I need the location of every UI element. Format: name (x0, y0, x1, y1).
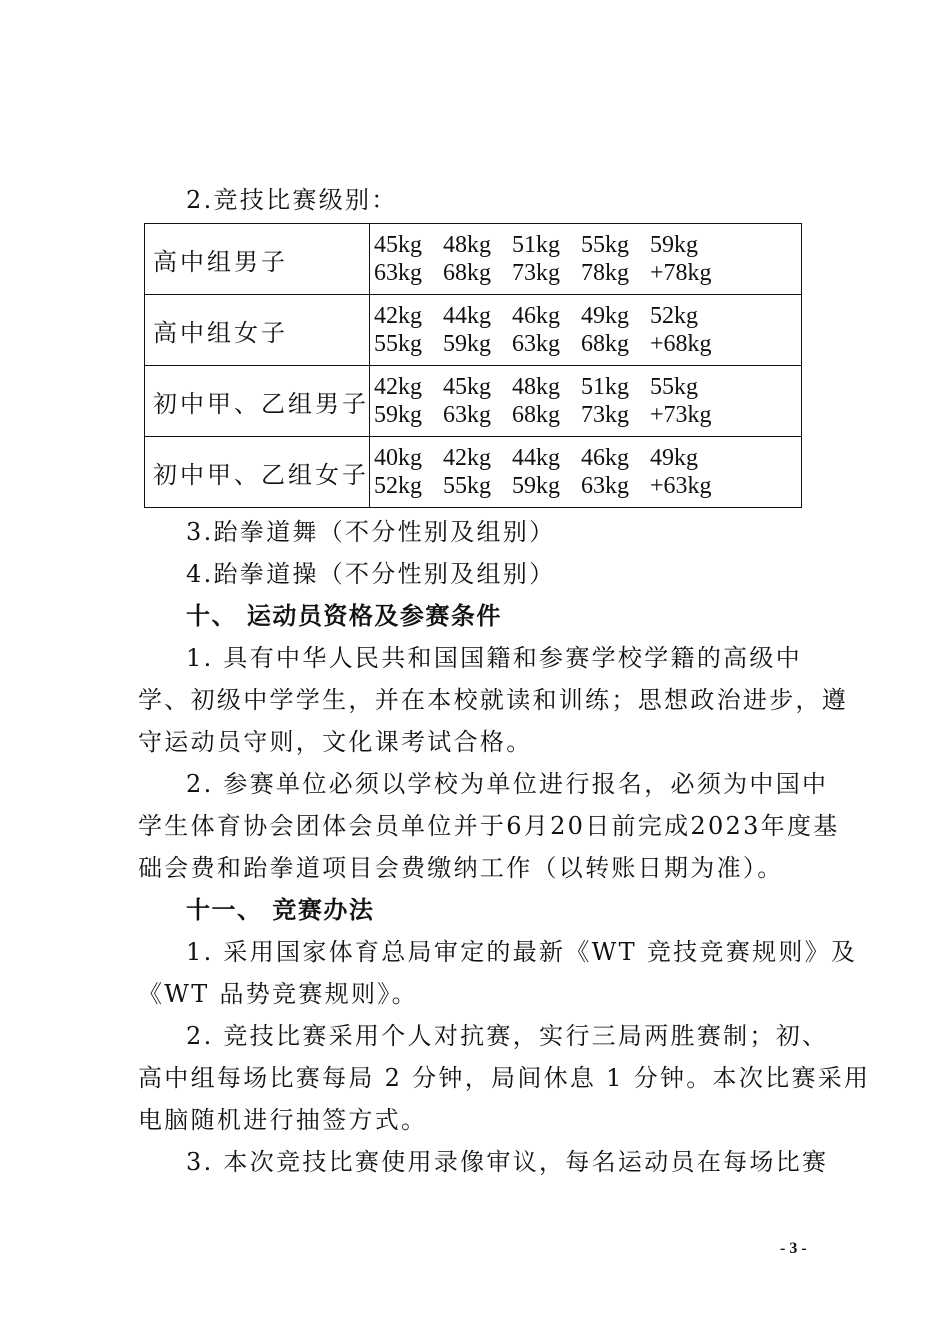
paragraph-line: 础会费和跆拳道项目会费缴纳工作（以转账日期为准）。 (138, 854, 784, 882)
item-taekwondo-dance: 3.跆拳道舞（不分性别及组别） (186, 518, 556, 546)
weight-class: 55kg (443, 473, 491, 499)
weight-values-line (374, 373, 801, 401)
paragraph-line: 1. 具有中华人民共和国国籍和参赛学校学籍的高级中 (186, 644, 803, 672)
weight-class: 52kg (650, 303, 698, 329)
group-name-cell: 初中甲、乙组男子 (145, 366, 370, 437)
weight-values-line (374, 231, 801, 259)
paragraph-line: 守运动员守则，文化课考试合格。 (138, 728, 533, 756)
paragraph-line: 学生体育协会团体会员单位并于6月20日前完成2023年度基 (138, 812, 840, 840)
weight-class: 42kg (443, 445, 491, 471)
weight-class: 55kg (581, 232, 629, 258)
weight-class: 45kg (374, 232, 422, 258)
weight-class: 63kg (443, 402, 491, 428)
weight-class: 68kg (443, 260, 491, 286)
paragraph-line: 1. 采用国家体育总局审定的最新《WT 竞技竞赛规则》及 (186, 938, 858, 966)
weight-class: +73kg (650, 402, 712, 428)
weight-table-row (145, 366, 802, 437)
paragraph-line: 高中组每场比赛每局 2 分钟，局间休息 1 分钟。本次比赛采用 (138, 1064, 871, 1092)
weight-class: 63kg (581, 473, 629, 499)
paragraph-line: 电脑随机进行抽签方式。 (138, 1106, 428, 1134)
weight-values-line (374, 330, 801, 358)
weight-class: +63kg (650, 473, 712, 499)
weight-class: 55kg (650, 374, 698, 400)
weight-class: +78kg (650, 260, 712, 286)
weight-class: 51kg (512, 232, 560, 258)
weight-class: 59kg (443, 331, 491, 357)
item-taekwondo-exercise: 4.跆拳道操（不分性别及组别） (186, 560, 556, 588)
weight-class: 78kg (581, 260, 629, 286)
weight-values-cell (370, 366, 802, 437)
weight-class: 59kg (374, 402, 422, 428)
weight-table-row (145, 295, 802, 366)
weight-table-row (145, 224, 802, 295)
weight-class: 40kg (374, 445, 422, 471)
weight-class: 46kg (512, 303, 560, 329)
paragraph-line: 2. 竞技比赛采用个人对抗赛，实行三局两胜赛制；初、 (186, 1022, 829, 1050)
weight-class: 73kg (581, 402, 629, 428)
section-heading-10: 十、 运动员资格及参赛条件 (186, 602, 502, 630)
paragraph-line: 学、初级中学学生，并在本校就读和训练；思想政治进步，遵 (138, 686, 849, 714)
weight-class: 49kg (581, 303, 629, 329)
weight-class: 48kg (443, 232, 491, 258)
page-number: - 3 - (780, 1240, 807, 1257)
weight-class: 51kg (581, 374, 629, 400)
weight-class: 42kg (374, 303, 422, 329)
weight-class: 48kg (512, 374, 560, 400)
weight-class: 42kg (374, 374, 422, 400)
weight-values-cell (370, 437, 802, 508)
weight-values-line (374, 472, 801, 500)
weight-class: 63kg (374, 260, 422, 286)
paragraph-line: 2. 参赛单位必须以学校为单位进行报名，必须为中国中 (186, 770, 829, 798)
weight-class: 45kg (443, 374, 491, 400)
group-name-cell: 高中组男子 (145, 224, 370, 295)
weight-values-line (374, 259, 801, 287)
weight-class: 55kg (374, 331, 422, 357)
weight-class: +68kg (650, 331, 712, 357)
weight-class: 46kg (581, 445, 629, 471)
paragraph-line: 3. 本次竞技比赛使用录像审议，每名运动员在每场比赛 (186, 1148, 829, 1176)
weight-values-line (374, 401, 801, 429)
weight-class: 73kg (512, 260, 560, 286)
weight-values-cell (370, 224, 802, 295)
group-name-cell: 高中组女子 (145, 295, 370, 366)
weight-values-cell (370, 295, 802, 366)
weight-class: 63kg (512, 331, 560, 357)
weight-class: 44kg (443, 303, 491, 329)
weight-class: 59kg (512, 473, 560, 499)
weight-class: 49kg (650, 445, 698, 471)
weight-values-line (374, 444, 801, 472)
weight-levels-title: 2.竞技比赛级别： (186, 186, 398, 214)
weight-class: 59kg (650, 232, 698, 258)
section-heading-11: 十一、 竞赛办法 (186, 896, 375, 924)
weight-table-row (145, 437, 802, 508)
weight-class: 68kg (512, 402, 560, 428)
weight-values-line (374, 302, 801, 330)
weight-class: 68kg (581, 331, 629, 357)
paragraph-line: 《WT 品势竞赛规则》。 (138, 980, 418, 1008)
weight-class: 44kg (512, 445, 560, 471)
weight-class: 52kg (374, 473, 422, 499)
weight-class-table (144, 223, 802, 508)
group-name-cell: 初中甲、乙组女子 (145, 437, 370, 508)
